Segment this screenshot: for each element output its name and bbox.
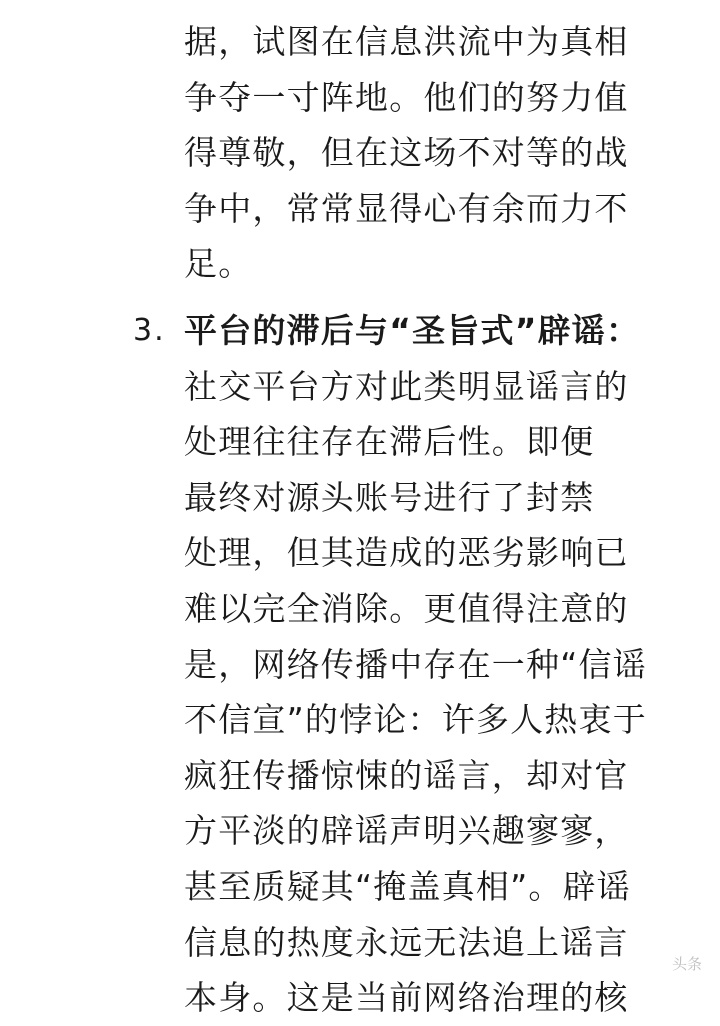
paragraph-line: 最终对源头账号进行了封禁 [184,477,595,517]
list-marker: 3. [133,313,166,348]
paragraph-line: 处理，但其造成的恶劣影响已 [184,533,629,573]
paragraph-line: 本身。这是当前网络治理的核 [184,978,629,1018]
paragraph-line: 争夺一寸阵地。他们的努力值 [184,77,629,117]
paragraph-line: 不信宣”的悖论：许多人热衷于 [184,700,647,740]
paragraph-line: 社交平台方对此类明显谣言的 [184,366,629,406]
paragraph-line: 得尊敬，但在这场不对等的战 [184,133,629,173]
paragraph-line: 信息的热度永远无法追上谣言 [184,922,629,962]
paragraph-line: 是，网络传播中存在一种“信谣 [184,644,647,684]
paragraph-line: 争中，常常显得心有余而力不 [184,188,629,228]
paragraph-line: 甚至质疑其“掩盖真相”。辟谣 [184,866,631,906]
paragraph-line: 方平淡的辟谣声明兴趣寥寥， [184,811,629,851]
paragraph-line: 难以完全消除。更值得注意的 [184,588,629,628]
paragraph-line: 处理往往存在滞后性。即便 [184,422,595,462]
paragraph-line: 据，试图在信息洪流中为真相 [184,22,629,61]
list-item [184,303,684,1026]
watermark: 头条 [671,955,702,973]
continued-paragraph [184,14,684,292]
list-item-heading: 平台的滞后与“圣旨式”辟谣： [184,311,641,350]
paragraph-line: 足。 [184,244,253,284]
paragraph-line: 疯狂传播惊悚的谣言，却对官 [184,755,629,795]
